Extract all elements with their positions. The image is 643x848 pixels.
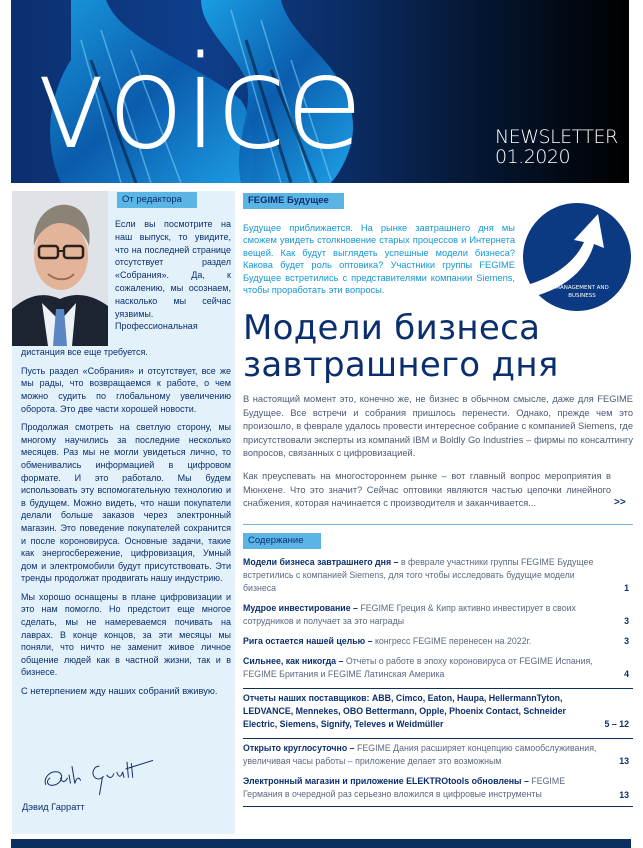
toc-item-page: 1 (624, 583, 629, 593)
toc-item-title: Мудрое инвестирование – (243, 603, 358, 613)
toc-item-page: 13 (619, 756, 629, 766)
toc-item[interactable] (243, 655, 633, 685)
toc-item-title: Модели бизнеса завтрашнего дня – (243, 557, 399, 567)
article-section-tag: FEGIME Будущее (243, 193, 344, 209)
toc-item-page: 3 (624, 636, 629, 646)
toc-item-description: Отчеты о работе в эпоху короновируса от FEGIME Испания, FEGIME Британия и FEGIME Латинская Америка (243, 656, 593, 679)
toc-item[interactable] (243, 688, 633, 735)
badge-text-line-1: MANAGEMENT AND (555, 285, 609, 291)
toc-list (243, 556, 633, 810)
signature-image (18, 756, 178, 798)
editor-section-tag: От редактора (117, 192, 197, 208)
editor-text-flow (21, 218, 231, 698)
editor-paragraph: Продолжая смотреть на светлую сторону, мы многому научились за последние несколько месяцев. Раз мы не могли увидеться лично, то обменивались информацией в цифровом формате. И это работало. Мы будем использовать эту вспомогательную технологию и в будущем. Можно видеть, что наши покупатели делали больше заказов через электронный магазин. Это поведение покупателей сохранится и после короновируса. Основные задачи, такие как энергосбережение, цифровизация, Умный дом и электромобили будут присутствовать. Эти тренды продолжат продвигать нашу индустрию. (21, 422, 231, 584)
toc-item-title: Отчеты наших поставщиков: ABB, Cimco, Eaton, Haupa, HellermannTyton, LEDVANCE, Mennekes, OBO Bettermann, Opple, Phoenix Contact, Schneider Electric, Siemens, Signify, Televes и Weidmüller (243, 693, 566, 729)
editor-intro-main: Если вы посмотрите на наш выпуск, то увидите, что на последней странице отсутствует раздел «Собрания». Да, к сожалению, мы осознаем, насколько мы сейчас уязвимы. Профессиональная (115, 219, 231, 332)
toc-item-description: конгресс FEGIME перенесен на 2022г. (372, 636, 532, 646)
toc-item[interactable] (243, 738, 633, 772)
headline-line-2: завтрашнего дня (243, 345, 559, 385)
newsletter-label (495, 127, 618, 167)
editor-closing: С нетерпением жду наших собраний вживую. (21, 686, 218, 697)
toc-item-title: Сильнее, как никогда – (243, 656, 344, 666)
toc-item-page: 5 – 12 (604, 719, 629, 729)
toc-item-description: в феврале участники группы FEGIME Будущее встретились с компанией Siemens, для того чтобы исследовать будущие модели бизнеса (243, 557, 594, 593)
toc-item-title: Открыто круглосуточно – (243, 743, 355, 753)
header-banner (11, 0, 629, 183)
toc-item-title: Рига остается нашей целью – (243, 636, 373, 646)
toc-item[interactable] (243, 635, 633, 652)
newsletter-title: NEWSLETTER (495, 126, 618, 148)
section-divider (243, 524, 633, 525)
toc-item[interactable] (243, 602, 633, 632)
editor-paragraph: Мы хорошо оснащены в плане цифровизации и это нам помогло. Но предстоит еще многое сделать, мы не намереваемся почивать на лаврах. В конце концов, за эти месяцы мы поняли, что ничто не заменит живое личное общение людей как в частной жизни, так и в бизнесе. (21, 591, 231, 678)
voice-logo: voice (33, 29, 362, 178)
headline-line-1: Модели бизнеса (243, 308, 541, 348)
article-body-paragraph: Как преуспевать на многостороннем рынке – вот главный вопрос мероприятия в Мюнхене. Что это значит? Сейчас оптовики являются частью цепочки линейного снабжения, которая начинается с производителя и заканчивается... (243, 471, 611, 509)
article-headline (243, 310, 633, 384)
toc-item-page: 13 (619, 790, 629, 800)
article-body-paragraph: В настоящий момент это, конечно же, не бизнес в обычном смысле, даже для FEGIME Будущее. Все встречи и собрания пришлось перенести. Однако, прежде чем это произошло, в феврале удалось провести интересное собрание с компанией Siemens, где присутствовали эксперты из компаний IBM и Boldly Go Industries – фирмы по консалтингу вопросов, связанных с цифровизацией. (243, 394, 633, 459)
management-business-badge (522, 202, 632, 312)
toc-item-description: FEGIME Дания расширяет концепцию самообслуживания, увеличивая часы работы – приложение делает это возможным (243, 743, 597, 766)
toc-item[interactable] (243, 775, 633, 807)
toc-item-description: FEGIME Германия в очередной раз серьезно вложился в цифровые инструменты (243, 776, 566, 799)
toc-item-page: 4 (624, 669, 629, 679)
editor-intro-end: дистанция все еще требуется. (21, 347, 148, 357)
editor-name: Дэвид Гарратт (22, 802, 85, 812)
read-more-link[interactable]: >> (614, 497, 626, 508)
toc-item-title: Электронный магазин и приложение ELEKTROtools обновлены – (243, 776, 529, 786)
toc-item-page: 3 (624, 616, 629, 626)
toc-section-tag: Содержание (243, 533, 321, 549)
toc-item[interactable] (243, 556, 633, 599)
article-lead: Будущее приближается. На рынке завтрашнего дня мы сможем увидеть столкновение старых процессов и Интернета вещей. Как будут выглядеть успешные модели бизнеса? Какова будет роль оптовика? Участники группы FEGIME Будущее встретились с представителями компании Siemens, чтобы проработать эти вопросы. (243, 223, 515, 296)
badge-text-line-2: BUSINESS (568, 293, 596, 299)
editor-paragraph: Пусть раздел «Собрания» и отсутствует, все же мы рады, что возвращаемся к работе, о чем можно судить по глобальному увеличению оборота. Это две части хорошей новости. (21, 365, 231, 414)
footer-bar (11, 839, 631, 848)
toc-item-description: FEGIME Греция & Кипр активно инвестирует в своих сотрудников и получает за это награды (243, 603, 576, 626)
issue-number: 01.2020 (495, 146, 571, 168)
photo-text-wrap-spacer (21, 218, 113, 346)
